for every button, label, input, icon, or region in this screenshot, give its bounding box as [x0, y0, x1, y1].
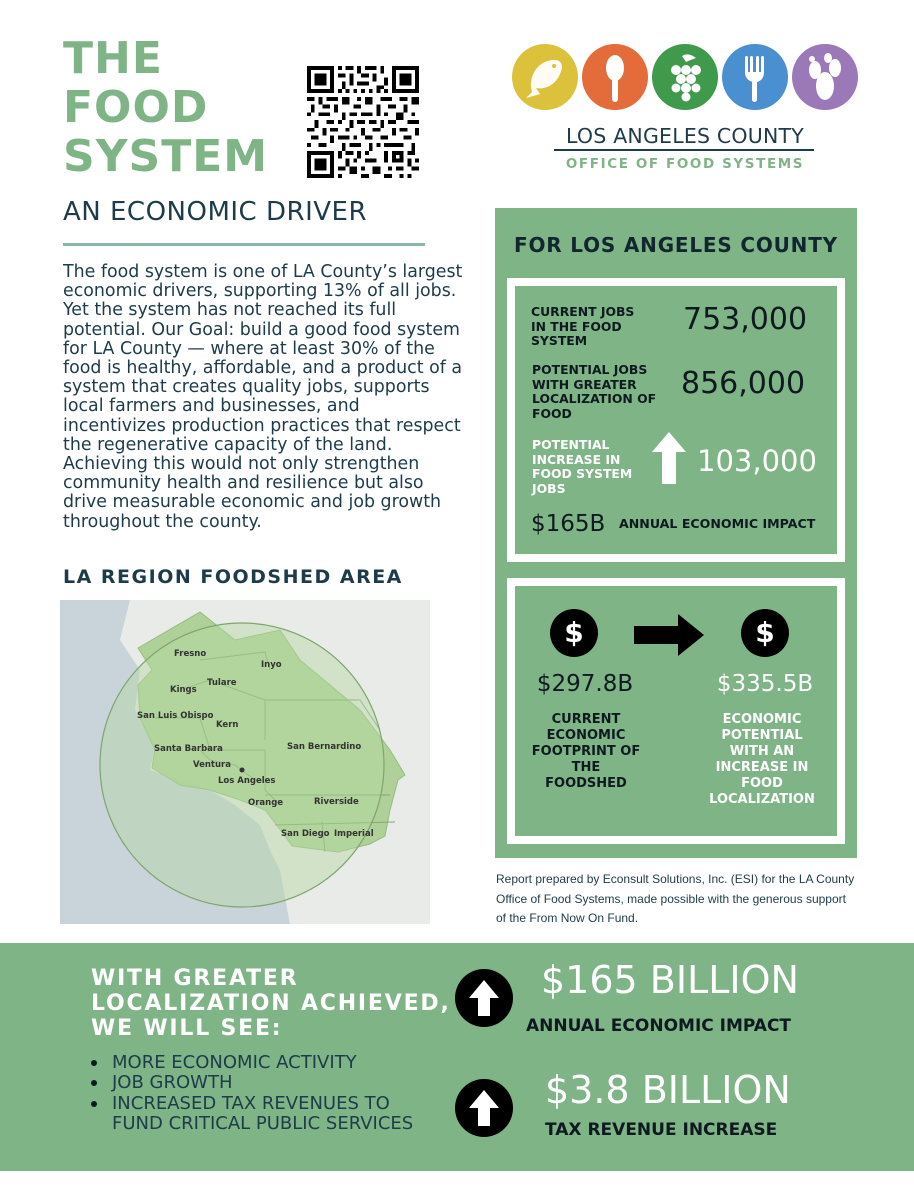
title-line-2: FOOD	[63, 82, 209, 133]
page-subtitle: AN ECONOMIC DRIVER	[63, 197, 368, 227]
potential-jobs-value: 856,000	[681, 366, 806, 401]
arrow-up-icon	[652, 432, 686, 484]
arrow-right-icon	[634, 614, 704, 656]
logo-subtitle: OFFICE OF FOOD SYSTEMS	[565, 156, 805, 172]
arrow-up-circle-icon	[455, 969, 513, 1027]
logo-divider	[554, 149, 814, 151]
potential-label: ECONOMIC POTENTIAL WITH AN INCREASE IN FOOD LOCALIZATION	[709, 712, 815, 807]
list-item: MORE ECONOMIC ACTIVITY	[88, 1053, 428, 1073]
impact-value: $165B	[531, 511, 606, 537]
map-label: Kings	[170, 685, 197, 695]
title-divider	[63, 243, 425, 246]
grapes-icon	[652, 44, 718, 110]
dollar-icon: $	[550, 609, 598, 657]
stat-tax-revenue-label: TAX REVENUE INCREASE	[545, 1120, 778, 1140]
report-credit: Report prepared by Econsult Solutions, Inc. (ESI) for the LA County Office of Food Systems, made possible with the generous support of the From Now On Fund.	[496, 872, 855, 925]
intro-paragraph: The food system is one of LA County’s largest economic drivers, supporting 13% of all jobs. Yet the system has not reached its full potential. Our Goal: build a good food system for LA County — where at least 30% of the food is healthy, affordable, and a product of a system that creates quality jobs, supports local farmers and businesses, and incentivizes production practices that respect the regenerative capacity of the land. Achieving this would not only strengthen community health and resilience but also drive measurable economic and job growth throughout the county.	[63, 262, 463, 532]
list-item: INCREASED TAX REVENUES TO FUND CRITICAL PUBLIC SERVICES	[88, 1094, 428, 1135]
fork-icon	[722, 44, 788, 110]
qr-code[interactable]	[307, 66, 419, 178]
fish-icon	[512, 44, 578, 110]
dollar-icon: $	[741, 609, 789, 657]
stat-tax-revenue-value: $3.8 BILLION	[545, 1068, 791, 1112]
stat-economic-impact-label: ANNUAL ECONOMIC IMPACT	[526, 1016, 792, 1036]
arrow-up-circle-icon	[455, 1079, 513, 1137]
map-label: Santa Barbara	[154, 744, 223, 754]
band-heading: WITH GREATER LOCALIZATION ACHIEVED, WE WILL SEE:	[91, 966, 451, 1041]
increase-value: 103,000	[697, 444, 817, 478]
map-label: Tulare	[207, 678, 237, 688]
map-label: Inyo	[261, 660, 282, 670]
increase-label: POTENTIAL INCREASE IN FOOD SYSTEM JOBS	[532, 437, 633, 496]
current-jobs-value: 753,000	[683, 302, 808, 337]
stat-economic-impact-value: $165 BILLION	[541, 958, 799, 1002]
impact-label: ANNUAL ECONOMIC IMPACT	[619, 516, 816, 531]
potential-jobs-label: POTENTIAL JOBS WITH GREATER LOCALIZATION OF FOOD	[532, 362, 657, 421]
footprint-label: CURRENT ECONOMIC FOOTPRINT OF THE FOODSHED	[531, 712, 641, 791]
benefits-list	[88, 1053, 428, 1135]
map-label: Ventura	[193, 760, 231, 770]
panel-heading: FOR LOS ANGELES COUNTY	[514, 233, 838, 257]
map-label: Riverside	[314, 797, 359, 807]
map-heading: LA REGION FOODSHED AREA	[63, 566, 403, 588]
page-title	[63, 34, 283, 181]
list-item: JOB GROWTH	[88, 1073, 428, 1093]
title-line-1: THE	[63, 33, 163, 84]
map-label: San Luis Obispo	[137, 711, 214, 721]
agency-logo	[512, 44, 858, 110]
spoon-icon	[582, 44, 648, 110]
footprint-value: $297.8B	[536, 671, 634, 697]
map-label: Fresno	[174, 649, 207, 659]
cactus-icon	[792, 44, 858, 110]
map-label: Orange	[248, 798, 284, 808]
title-line-3: SYSTEM	[63, 131, 269, 182]
logo-title: LOS ANGELES COUNTY	[566, 124, 804, 148]
potential-value: $335.5B	[716, 671, 814, 697]
map-label: Los Angeles	[218, 776, 276, 786]
current-jobs-label: CURRENT JOBS IN THE FOOD SYSTEM	[531, 304, 635, 348]
foodshed-map	[60, 600, 430, 924]
map-label: San Bernardino	[287, 742, 362, 752]
map-label: Kern	[216, 720, 239, 730]
map-label: San Diego	[281, 829, 330, 839]
map-label: Imperial	[334, 829, 374, 839]
